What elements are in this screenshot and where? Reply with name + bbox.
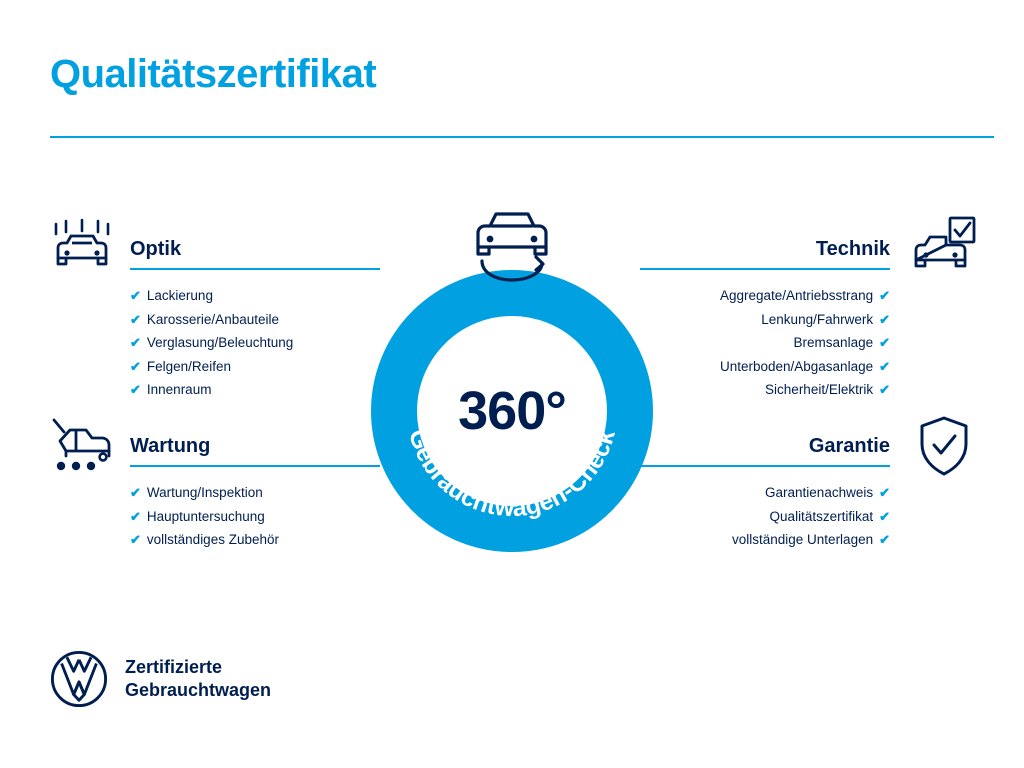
section-item-list (640, 481, 890, 552)
list-item-label: Lenkung/Fahrwerk (761, 311, 874, 327)
list-item-label: Felgen/Reifen (146, 358, 231, 374)
check-icon: ✔ (879, 508, 890, 524)
section-wartung (130, 433, 380, 552)
list-item-label: Unterboden/Abgasanlage (719, 358, 874, 374)
section-item-list (130, 481, 380, 552)
list-item (130, 331, 380, 355)
section-divider (130, 268, 380, 270)
footer-text (125, 656, 271, 702)
list-item-label: Karosserie/Anbauteile (146, 311, 279, 327)
section-optik (130, 236, 380, 402)
check-icon: ✔ (130, 508, 141, 524)
check-icon: ✔ (879, 311, 890, 327)
list-item-label: Verglasung/Beleuchtung (146, 335, 294, 350)
section-divider (130, 465, 380, 467)
check-icon: ✔ (130, 382, 141, 397)
list-item (640, 481, 890, 505)
section-title: Garantie (808, 435, 890, 457)
car-wash-icon (46, 212, 118, 284)
volkswagen-logo (50, 650, 108, 708)
list-item (640, 378, 890, 402)
footer (50, 650, 271, 708)
section-technik (640, 236, 890, 402)
check-icon: ✔ (879, 485, 890, 500)
list-item-label: Hauptuntersuchung (146, 508, 265, 524)
list-item (640, 308, 890, 332)
list-item (130, 505, 380, 529)
list-item-label: vollständiges Zubehör (146, 532, 279, 547)
section-title: Technik (815, 238, 890, 260)
list-item (130, 378, 380, 402)
list-item-label: Lackierung (146, 288, 213, 303)
list-item-label: vollständige Unterlagen (732, 532, 874, 547)
car-rotation-icon (462, 203, 562, 288)
list-item (130, 528, 380, 552)
check-icon: ✔ (879, 382, 890, 397)
check-badge (371, 270, 653, 552)
check-icon: ✔ (130, 311, 141, 327)
list-item-label: Wartung/Inspektion (146, 485, 263, 500)
list-item-label: Aggregate/Antriebsstrang (719, 288, 874, 303)
list-item (130, 481, 380, 505)
check-icon: ✔ (879, 358, 890, 374)
footer-line-2: Gebrauchtwagen (125, 680, 272, 700)
list-item-label: Qualitätszertifikat (769, 508, 874, 524)
section-divider (640, 465, 890, 467)
check-icon: ✔ (879, 532, 890, 547)
section-item-list (130, 284, 380, 402)
car-service-lift-icon (46, 410, 118, 482)
list-item (640, 284, 890, 308)
footer-line-1: Zertifizierte (125, 657, 223, 677)
section-title: Wartung (130, 435, 211, 457)
check-icon: ✔ (130, 532, 141, 547)
list-item (640, 528, 890, 552)
check-icon: ✔ (130, 288, 141, 303)
check-icon: ✔ (130, 358, 141, 374)
list-item (640, 331, 890, 355)
check-icon: ✔ (130, 485, 141, 500)
badge-ring-text: Gebrauchtwagen-Check (403, 426, 621, 523)
section-garantie (640, 433, 890, 552)
page-title: Qualitätszertifikat (50, 52, 377, 96)
section-title: Optik (130, 238, 182, 260)
badge-number: 360° (458, 381, 566, 441)
list-item (640, 355, 890, 379)
list-item-label: Sicherheit/Elektrik (765, 382, 874, 397)
check-icon: ✔ (879, 288, 890, 303)
list-item (640, 505, 890, 529)
shield-check-icon (908, 410, 980, 482)
check-icon: ✔ (130, 335, 141, 350)
title-divider (50, 136, 994, 138)
list-item-label: Bremsanlage (793, 335, 874, 350)
list-item (130, 355, 380, 379)
section-divider (640, 268, 890, 270)
list-item-label: Innenraum (146, 382, 212, 397)
car-checklist-icon (908, 212, 980, 284)
list-item (130, 284, 380, 308)
check-icon: ✔ (879, 335, 890, 350)
section-item-list (640, 284, 890, 402)
list-item (130, 308, 380, 332)
list-item-label: Garantienachweis (765, 485, 874, 500)
